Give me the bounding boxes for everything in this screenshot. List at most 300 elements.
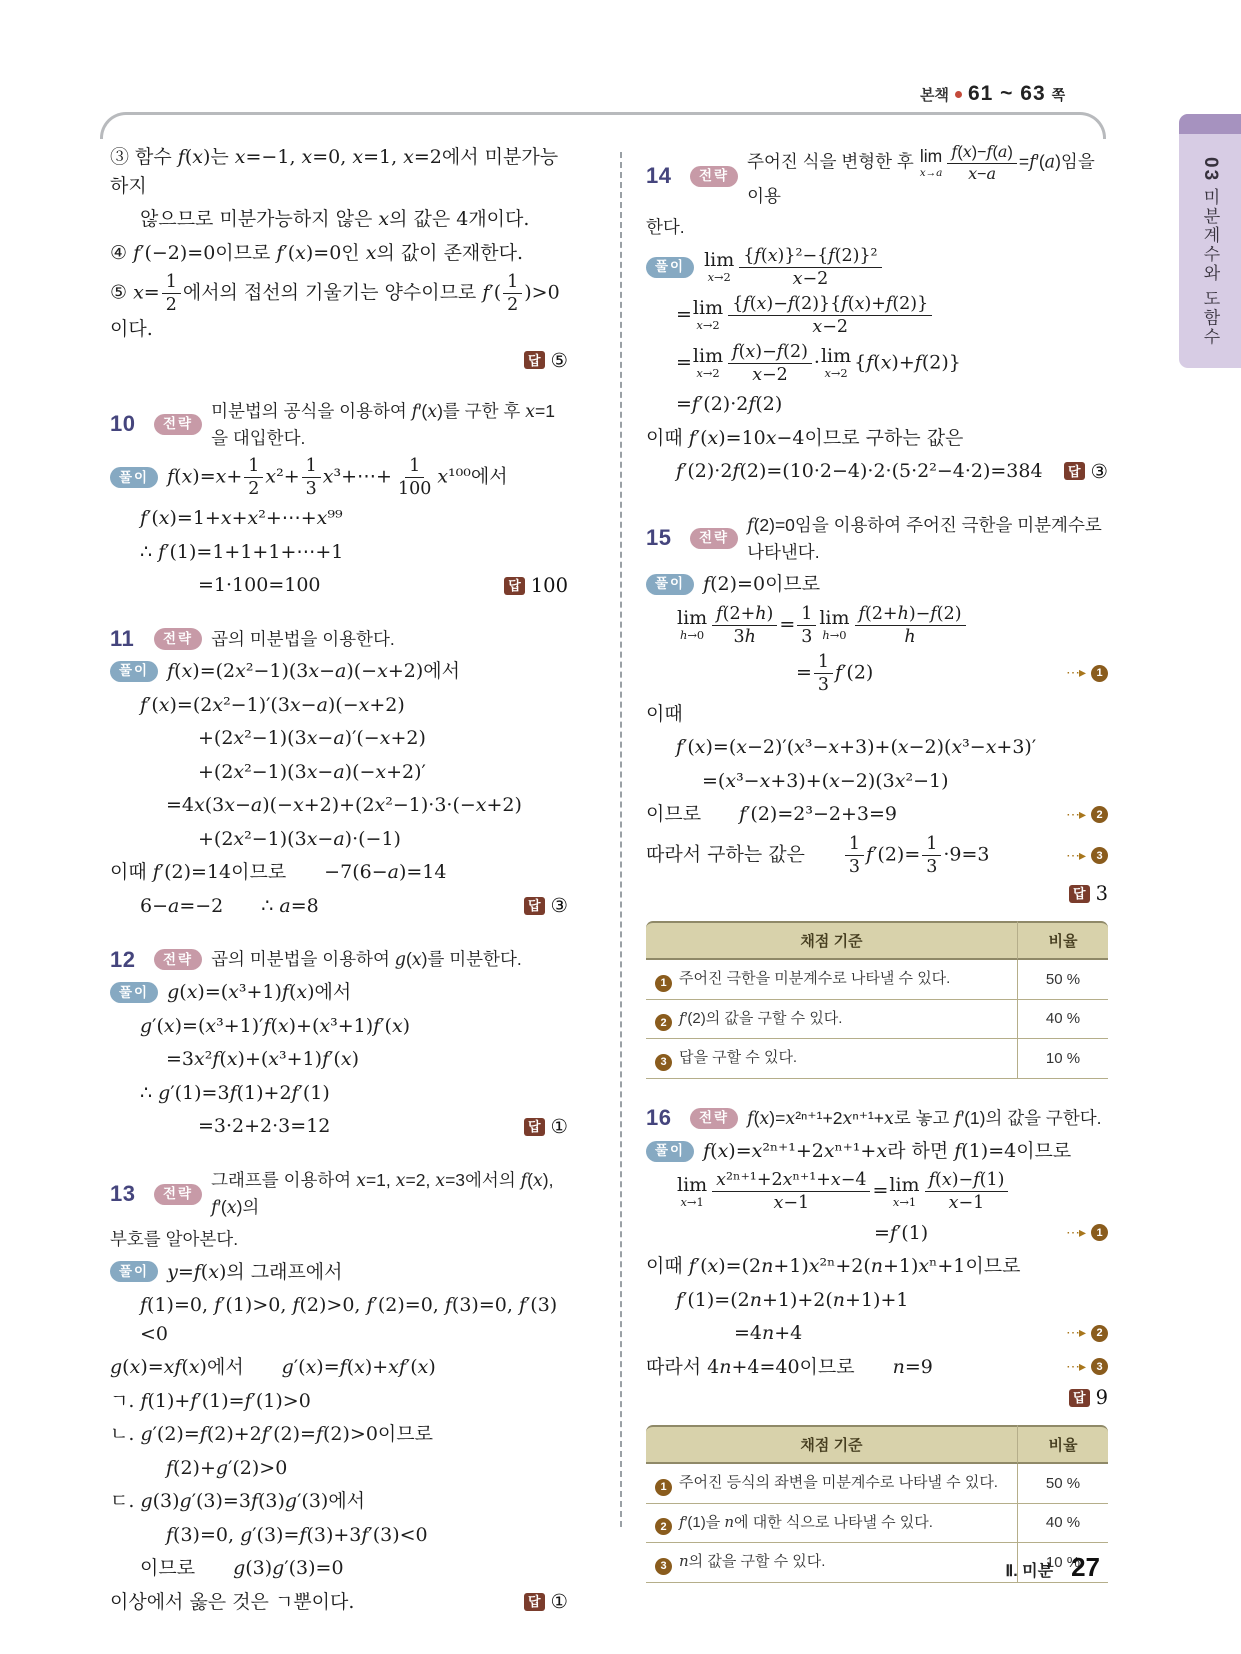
math-var: x — [824, 366, 831, 381]
answer — [504, 574, 568, 597]
solution-line — [646, 512, 1108, 566]
math-text: =4n+4 — [734, 1322, 803, 1345]
math-var: x — [417, 1356, 429, 1379]
math-text: +(2x²−1)(3x−a)′(−x+2) — [198, 727, 426, 750]
math-var: f — [212, 1048, 220, 1071]
math-var: f — [261, 1423, 269, 1446]
solution-line — [646, 424, 1108, 453]
math-var: x — [205, 1014, 217, 1037]
step-marker — [1066, 665, 1108, 682]
math-var: x — [696, 366, 703, 381]
math-var: h — [744, 626, 756, 647]
math-var: f — [520, 1170, 528, 1191]
math-var: h — [904, 626, 916, 647]
math-var: x — [767, 245, 778, 266]
strategy-badge: 전략 — [690, 166, 738, 187]
math-var: f — [866, 843, 874, 866]
limit — [889, 1173, 920, 1209]
math-text: =(x³−x+3)+(x−2)(3x²−1) — [702, 769, 949, 792]
page-header — [920, 82, 1100, 106]
math-var: x — [129, 1356, 141, 1379]
math-var: f — [444, 1294, 452, 1317]
problem-number: 14 — [646, 163, 672, 189]
math-var: f — [828, 245, 835, 266]
math-var: x — [226, 1198, 237, 1219]
solution-line — [110, 1258, 568, 1287]
step-number: 3 — [1091, 1358, 1108, 1375]
solution-line — [110, 272, 568, 344]
solution-line — [110, 657, 568, 686]
fraction-numerator: 1 — [922, 834, 941, 856]
criteria-step-number: 1 — [655, 1479, 672, 1496]
fraction — [162, 272, 181, 315]
math-var: x — [194, 794, 205, 817]
limit-word: lim — [889, 1173, 920, 1196]
fraction — [922, 834, 941, 877]
math-var: f — [166, 1523, 174, 1546]
fraction — [728, 294, 932, 337]
math-var: x — [322, 465, 334, 488]
math-var: f — [679, 1008, 685, 1027]
math-text — [703, 246, 1108, 289]
math-var: x — [962, 142, 972, 161]
limit — [693, 299, 723, 331]
fraction-numerator: 1 — [405, 456, 424, 478]
math-var: f — [743, 293, 750, 314]
solution-line — [110, 571, 568, 600]
solution-line — [110, 143, 568, 200]
solution-line — [646, 1252, 1108, 1281]
solution-badge: 풀이 — [110, 661, 158, 682]
limit-subscript: h→0 — [822, 627, 847, 642]
solution-line — [646, 246, 1108, 289]
math-var: x — [375, 760, 387, 783]
math-var: f — [244, 1389, 252, 1412]
solution-line — [110, 691, 568, 720]
math-text: f(1)=0, f′(1)>0, f(2)>0, f′(2)=0, f(3)=0, f′(3)<0 — [140, 1294, 558, 1345]
fraction — [797, 604, 816, 647]
math-var: x — [968, 163, 978, 183]
math-text: lim h→0 $\frac{f(2+h)}{3h}$ = $\frac{1}{3}$ lim h→0 $\frac{f(2+h)-f(2)}{h}$ — [646, 604, 1108, 647]
grading-table-row — [646, 1504, 1108, 1544]
solution-badge: 풀이 — [646, 1141, 694, 1162]
math-var: f — [973, 1170, 980, 1191]
math-var: n — [719, 1355, 732, 1378]
solution-line — [646, 570, 1108, 599]
fraction-denominator: 100 — [397, 479, 432, 500]
math-var: x — [830, 1170, 841, 1191]
grading-table-head — [646, 921, 1108, 960]
math-var: x — [319, 1014, 331, 1037]
fraction-numerator: 1 — [797, 604, 816, 626]
solution-line — [110, 239, 568, 268]
math-var: x — [785, 1108, 796, 1129]
math-var: n — [832, 1288, 846, 1311]
solution-line — [110, 1554, 568, 1583]
fraction-denominator: 3 — [848, 857, 861, 878]
limit-subscript: x→a — [919, 166, 943, 179]
math-text: 미분법의 공식을 이용하여 f′(x)를 구한 후 x=1을 대입한다. — [211, 400, 555, 448]
math-text: ㄷ. g(3)g′(3)=3f(3)g′(3)에서 — [110, 1490, 366, 1513]
math-var: x — [226, 1048, 238, 1071]
math-text: 않으므로 미분가능하지 않은 x의 값은 4개이다. — [140, 208, 530, 230]
fraction-denominator: 3h — [733, 626, 756, 647]
math-text: ∴ g′(1)=3f(1)+2f′(1) — [140, 1081, 330, 1104]
math-var: a — [250, 794, 263, 817]
math-var: x — [892, 1194, 900, 1209]
math-var: x — [694, 736, 706, 759]
math-var: g — [284, 1490, 298, 1513]
solution-line — [110, 858, 568, 887]
solution-line — [646, 1219, 1108, 1248]
math-var: g — [110, 1356, 123, 1379]
math-var: n — [724, 1512, 735, 1531]
step-marker — [1066, 1224, 1108, 1241]
solution-line — [110, 825, 568, 854]
fraction-denominator: 2 — [248, 479, 260, 500]
fraction — [244, 456, 263, 499]
math-var: x — [292, 794, 304, 817]
problem-block — [110, 398, 568, 600]
math-var: xf — [388, 1356, 406, 1379]
math-text: ㄱ. f(1)+f′(1)=f′(1)>0 — [110, 1389, 311, 1412]
right-column — [646, 138, 1108, 1589]
problem-number: 13 — [110, 1181, 136, 1207]
math-var: f — [986, 142, 993, 161]
limit — [920, 148, 943, 178]
math-var: x — [823, 1139, 835, 1162]
math-var: f — [411, 401, 419, 422]
solution-line — [110, 1353, 568, 1382]
math-text: +(2x²−1)(3x−a)(−x+2)′ — [198, 760, 426, 783]
math-var: f — [140, 507, 148, 530]
math-var: x — [215, 465, 227, 488]
math-text: 이때 f′(2)=14이므로 −7(6−a)=14 — [110, 861, 447, 884]
step-number: 3 — [1091, 847, 1108, 864]
step-dots-icon: ⋯▸ — [1065, 1358, 1085, 1375]
math-var: f — [858, 603, 865, 624]
footer-page-number: 27 — [1071, 1552, 1100, 1582]
answer-value: ③ — [1090, 459, 1108, 483]
criteria-step-number: 2 — [655, 1518, 672, 1535]
math-var: x — [316, 507, 328, 530]
math-var: f — [366, 1294, 374, 1317]
fraction-denominator: 2 — [507, 295, 519, 316]
math-var: x — [181, 465, 193, 488]
solution-line — [646, 294, 1108, 337]
grading-table-row — [646, 1464, 1108, 1504]
step-dots-icon: ⋯▸ — [1065, 806, 1085, 823]
math-var: n — [679, 1552, 689, 1571]
fraction — [814, 652, 833, 695]
math-var: a — [316, 693, 328, 716]
math-var: x — [234, 146, 246, 168]
math-var: f — [835, 661, 843, 684]
math-var: x — [186, 981, 198, 1004]
math-var: f — [951, 142, 958, 161]
fraction-numerator: 1 — [244, 456, 263, 478]
math-var: x — [829, 769, 840, 792]
limit-subscript: h→0 — [680, 627, 705, 642]
math-text: 6−a=−2 ∴ a=8 — [140, 894, 319, 917]
math-var: x — [308, 660, 320, 683]
math-var: g — [240, 1523, 253, 1546]
math-text: f(3)=0, g′(3)=f(3)+3f′(3)<0 — [166, 1523, 428, 1546]
grading-table — [646, 921, 1108, 1079]
solution-line — [646, 652, 1108, 695]
math-text: 따라서 4n+4=40이므로 n=9 — [646, 1355, 933, 1378]
fraction-numerator: f(2+h) — [712, 604, 777, 626]
grading-ratio-cell: 50 % — [1017, 960, 1108, 1000]
math-var: f — [954, 1139, 962, 1162]
grading-table-head — [646, 1425, 1108, 1464]
math-var: x — [707, 1255, 719, 1278]
math-text: 곱의 미분법을 이용한다. — [211, 628, 395, 649]
math-var: x — [133, 281, 144, 304]
math-var: g — [140, 1490, 153, 1513]
answer-value: ③ — [550, 894, 568, 918]
math-var: x — [435, 1170, 446, 1191]
math-text: f′(x)=(2x²−1)′(3x−a)(−x+2) — [140, 693, 405, 716]
grading-ratio-header: 비율 — [1017, 1425, 1108, 1464]
solution-line — [110, 1079, 568, 1108]
solution-line — [646, 457, 1108, 486]
math-text: =3x²f(x)+(x³+1)f′(x) — [166, 1048, 359, 1071]
fraction-denominator: x−2 — [752, 364, 788, 385]
chapter-number: 03 — [1200, 157, 1221, 183]
math-var: f — [315, 1423, 323, 1446]
math-var: x — [377, 660, 388, 683]
limit-word: lim — [819, 606, 850, 629]
math-text: = $\frac{1}{3}$ f′(2) — [796, 651, 874, 695]
header-page-range: 61 ~ 63 — [967, 82, 1046, 105]
math-var: x — [289, 693, 301, 716]
math-var: x — [354, 1356, 365, 1379]
answer-value: ① — [550, 1115, 568, 1139]
answer — [524, 894, 568, 917]
problem-block — [110, 946, 568, 1141]
math-var: f — [291, 1081, 299, 1104]
fraction-numerator: {f(x)−f(2)}{f(x)+f(2)} — [728, 294, 932, 316]
fraction-denominator: 2 — [165, 295, 177, 316]
grading-criteria-header: 채점 기준 — [646, 1425, 1017, 1464]
header-page-suffix: 쪽 — [1051, 87, 1066, 103]
math-text: ⑤ x= $\frac{1}{2}$ 에서의 접선의 기울기는 양수이므로 f′( $\frac{1}{2}$ )>0이다. — [110, 272, 560, 341]
solution-line — [646, 767, 1108, 796]
math-var: a — [997, 142, 1008, 161]
step-number: 2 — [1091, 806, 1108, 823]
answer-badge: 답 — [1069, 885, 1090, 903]
fraction-numerator: x²ⁿ⁺¹+2xⁿ⁺¹+x−4 — [712, 1170, 870, 1192]
fraction-numerator: f(2+h)−f(2) — [855, 604, 966, 626]
solution-line — [110, 978, 568, 1007]
math-var: h — [755, 603, 767, 624]
grading-ratio-header: 비율 — [1017, 921, 1108, 960]
math-var: x — [919, 166, 926, 179]
math-var: x — [707, 269, 714, 284]
strategy-badge: 전략 — [690, 528, 738, 549]
step-dots-icon: ⋯▸ — [1065, 665, 1085, 682]
math-var: f — [211, 1198, 218, 1219]
math-var: f — [361, 1523, 369, 1546]
math-var: n — [749, 1288, 762, 1311]
fraction — [855, 604, 966, 647]
math-var: x — [192, 146, 203, 168]
math-var: g — [233, 1557, 246, 1580]
limit-subscript: x→2 — [707, 269, 731, 284]
math-var: f — [841, 293, 848, 314]
step-marker — [1066, 1325, 1108, 1342]
math-var: f — [930, 603, 937, 624]
solution-line — [646, 882, 1108, 905]
math-text: f(x)=(2x²−1)(3x−a)(−x+2)에서 — [167, 660, 460, 683]
math-var: n — [892, 1355, 905, 1378]
grading-ratio-cell: 10 % — [1017, 1543, 1108, 1583]
math-text: g(x)=(x³+1)f(x)에서 — [167, 981, 352, 1004]
fraction-denominator: 3 — [926, 857, 938, 878]
math-var: g — [167, 981, 180, 1004]
math-text: f(2)=0임을 이용하여 주어진 극한을 미분계수로 나타낸다. — [747, 514, 1102, 562]
problem-number: 10 — [110, 411, 136, 437]
math-var: f — [133, 241, 141, 264]
fraction-denominator: 3 — [817, 674, 830, 695]
math-var: f — [866, 351, 874, 374]
math-var: x — [941, 1170, 952, 1191]
grading-ratio-cell: 40 % — [1017, 1000, 1108, 1040]
fraction — [302, 456, 321, 499]
math-var: x — [224, 794, 235, 817]
fraction — [394, 456, 435, 499]
limit — [821, 347, 851, 379]
limit-word: lim — [704, 248, 735, 271]
math-text: =3·2+2·3=12 — [198, 1115, 331, 1138]
math-var: x — [794, 736, 805, 759]
math-var: f — [299, 1523, 307, 1546]
grading-criteria-cell: 2 f′(1)을 n에 대한 식으로 나타낼 수 있다. — [646, 1504, 1017, 1544]
side-tab — [1179, 114, 1241, 368]
problem-number: 15 — [646, 525, 672, 551]
solution-line — [110, 1112, 568, 1141]
fraction-denominator: 3 — [801, 626, 813, 647]
math-var: x — [707, 426, 719, 449]
math-var: n — [870, 1255, 883, 1278]
answer-value: ⑤ — [550, 348, 568, 372]
problem-number: 11 — [110, 626, 135, 651]
answer-badge: 답 — [504, 577, 525, 595]
column-divider — [620, 152, 622, 1527]
solution-badge: 풀이 — [110, 467, 158, 488]
criteria-step-number: 3 — [655, 1558, 672, 1575]
math-var: x — [437, 465, 449, 488]
strategy-badge: 전략 — [154, 1184, 202, 1205]
math-var: f — [739, 803, 747, 826]
math-text: 한다. — [646, 217, 685, 238]
math-text: f(2)+g′(2)>0 — [166, 1456, 288, 1479]
solution-line — [110, 1420, 568, 1449]
math-var: f — [748, 393, 756, 416]
math-var: x — [745, 341, 756, 362]
limit-word: lim — [677, 1173, 708, 1196]
step-number: 1 — [1091, 1224, 1108, 1241]
math-var: g — [281, 1356, 294, 1379]
solution-line — [646, 834, 1108, 877]
math-text: ③ 함수 f(x)는 x=−1, x=0, x=1, x=2에서 미분가능하지 — [110, 146, 559, 197]
math-var: f — [754, 245, 761, 266]
math-text: 부호를 알아본다. — [110, 1229, 239, 1250]
math-text: f′(1)=(2n+1)+2(n+1)+1 — [676, 1288, 909, 1311]
math-text: ㄴ. g′(2)=f(2)+2f′(2)=f(2)>0이므로 — [110, 1423, 433, 1446]
math-var: x — [842, 1108, 853, 1129]
math-var: x — [305, 1356, 317, 1379]
math-var: x — [181, 660, 193, 683]
math-var: f — [732, 341, 739, 362]
fraction-numerator: 1 — [814, 652, 833, 674]
math-var: x — [358, 693, 370, 716]
math-text: 이때 — [646, 702, 683, 725]
math-var: x — [951, 736, 963, 759]
math-text: =f′(2)·2f(2) — [676, 393, 783, 416]
math-var: g — [179, 1490, 192, 1513]
math-var: x — [265, 465, 277, 488]
top-rule — [100, 112, 1106, 139]
math-text: 이므로 f′(2)=2³−2+3=9 — [646, 803, 897, 826]
answer-badge: 답 — [1064, 462, 1085, 480]
problem-block — [110, 1167, 568, 1616]
answer-badge: 답 — [1069, 1389, 1090, 1407]
solution-line — [110, 892, 568, 921]
math-var: x — [356, 1170, 366, 1191]
math-var: g — [140, 1014, 153, 1037]
math-text: = lim x→2 $\frac{f(x)-f(2)}{x-2}$ · lim x→2 {f(x)+f(2)} — [676, 341, 961, 385]
solution-line — [110, 1226, 568, 1252]
solution-line — [110, 1454, 568, 1483]
math-var: f — [691, 393, 699, 416]
math-text — [646, 1388, 1059, 1407]
math-var: f — [787, 293, 795, 314]
grading-ratio-cell: 40 % — [1017, 1504, 1108, 1544]
math-text: f(x)=x+ $\frac{1}{2}$ x²+ $\frac{1}{3}$ x³+⋯+ $\frac{1}{100}$ x¹⁰⁰에서 — [167, 456, 508, 500]
math-var: x — [395, 1170, 406, 1191]
math-text: f′(2)·2f(2)=(10·2−4)·2·(5·2²−4·2)=384 — [676, 460, 1043, 483]
step-marker — [1066, 806, 1108, 823]
math-var: f — [928, 1170, 936, 1191]
math-var: a — [168, 894, 180, 917]
solution-line — [646, 1386, 1108, 1409]
math-var: f — [954, 1108, 961, 1129]
math-var: f — [889, 1221, 897, 1244]
limit-word: lim — [919, 146, 943, 166]
solution-line — [646, 342, 1108, 385]
solution-badge: 풀이 — [110, 1261, 158, 1282]
math-var: g — [394, 950, 406, 971]
criteria-step-number: 2 — [655, 1014, 672, 1031]
math-text: 곱의 미분법을 이용하여 g(x)를 미분한다. — [211, 949, 522, 971]
grading-table-row — [646, 960, 1108, 1000]
grading-table-body — [646, 960, 1108, 1079]
solution-badge: 풀이 — [110, 982, 158, 1003]
math-var: x — [736, 736, 747, 759]
solution-line — [110, 724, 568, 753]
solution-line — [110, 946, 568, 973]
math-text: +(2x²−1)(3x−a)·(−1) — [198, 827, 401, 850]
math-text: 그래프를 이용하여 x=1, x=2, x=3에서의 f(x), f′(x)의 — [211, 1169, 554, 1219]
math-var: f — [263, 1014, 271, 1037]
grading-ratio-cell: 10 % — [1017, 1039, 1108, 1079]
math-var: x — [680, 1194, 687, 1209]
math-var: f — [167, 660, 175, 683]
math-var: x — [717, 1139, 729, 1162]
chapter-title: 미분계수와 도함수 — [1200, 188, 1220, 347]
